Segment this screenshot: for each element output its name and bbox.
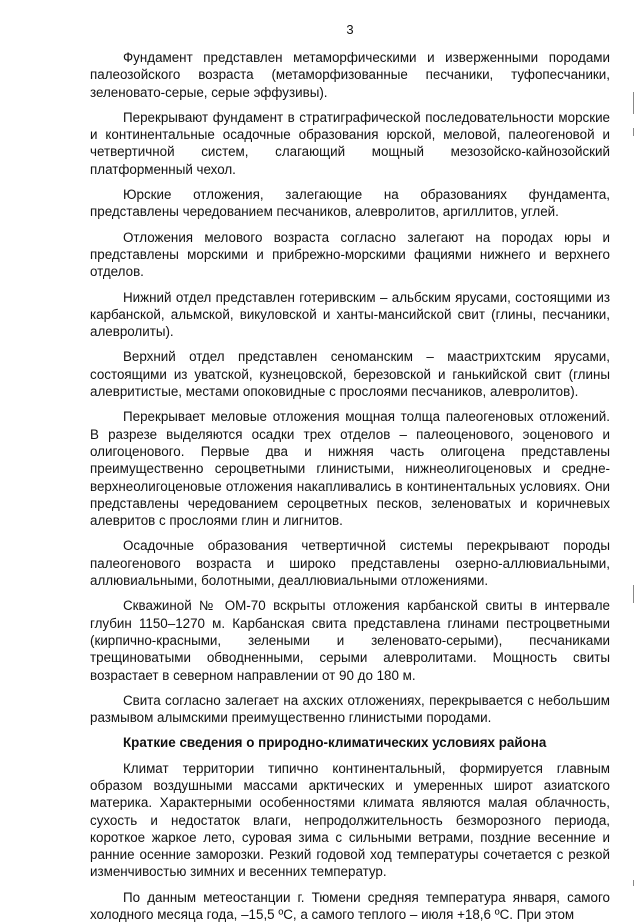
paragraph-climate: Климат территории типично континентальный, формируется главным образом воздушными массами арктических и умеренных широт азиатского материка. Характерными особенностями климата являются малая облачность, сухость и недостаток влаги, непродолжительность безморозного периода, короткое жаркое лето, суровая зима с сильными ветрами, поздние весенние и ранние осенние заморозки. Резкий годовой ход температуры сочетается с резкой изменчивостью зимних и весенних температур. [90, 760, 610, 880]
paragraph-quaternary: Осадочные образования четвертичной системы перекрывают породы палеогенового возраста и широко представлены озерно-аллювиальными, аллювиальными, болотными, деаллювиальными отложениями. [90, 538, 610, 589]
paragraph-suite-contact: Свита согласно залегает на ахских отложениях, перекрывается с небольшим размывом алымскими преимущественно глинистыми породами. [90, 692, 610, 726]
section-heading: Краткие сведения о природно-климатических условиях района [123, 735, 547, 751]
scan-edge-mark [633, 128, 634, 136]
paragraph-temperature: По данным метеостанции г. Тюмени средняя температура января, самого холодного месяца года, –15,5 ºС, а самого теплого – июля +18,6 ºС. При этом [90, 889, 610, 923]
page-number: 3 [346, 22, 354, 37]
scan-edge-mark [633, 92, 634, 114]
paragraph-well-om70: Скважиной № ОМ-70 вскрыты отложения карбанской свиты в интервале глубин 1150–1270 м. Карбанская свита представлена глинами пестроцветными (кирпично-красными, зелеными и зеленовато-серыми), песчаниками трещиноватыми обводненными, серыми алевролитами. Мощность свиты возрастает в северном направлении от 90 до 180 м. [90, 598, 610, 683]
paragraph-upper-division: Верхний отдел представлен сеноманским – маастрихтским ярусами, состоящими из уватской, кузнецовской, березовской и ганькийской свит (глины алевритистые, местами опоковидные с прослоями песчаников, алевролитов). [90, 349, 610, 400]
paragraph-cretaceous: Отложения мелового возраста согласно залегают на породах юры и представлены морскими и прибрежно-морскими фациями нижнего и верхнего отделов. [90, 229, 610, 280]
paragraph-jurassic: Юрские отложения, залегающие на образованиях фундамента, представлены чередованием песчаников, алевролитов, аргиллитов, углей. [90, 187, 610, 220]
paragraph-foundation: Фундамент представлен метаморфическими и изверженными породами палеозойского возраста (метаморфизованные песчаники, туфопесчаники, зеленовато-серые, серые эффузивы). [90, 50, 610, 100]
paragraph-paleogene: Перекрывает меловые отложения мощная толща палеогеновых отложений. В разрезе выделяются осадки трех отделов – палеоценового, эоценового и олигоценового. Первые два и нижняя часть олигоцена представлены преимущественно сероцветными глинистыми, нижнеолигоценовых и средне-верхнеолигоценовые отложения накапливались в континентальных условиях. Они представлены чередованием сероцветных песков, зеленоватых и коричневых алевритов с прослоями глин и лигнитов. [90, 409, 610, 529]
paragraph-lower-division: Нижний отдел представлен готеривским – альбским ярусами, состоящими из карбанской, альмской, викуловской и ханты-мансийской свит (глины, песчаники, алевролиты). [90, 289, 610, 340]
scan-edge-mark [633, 880, 634, 886]
paragraph-cover-sequence: Перекрывают фундамент в стратиграфической последовательности морские и континентальные осадочные образования юрской, меловой, палеогеновой и четвертичной систем, слагающий мощный мезозойско-кайнозойский платформенный чехол. [90, 109, 610, 177]
scan-edge-mark [633, 585, 634, 603]
